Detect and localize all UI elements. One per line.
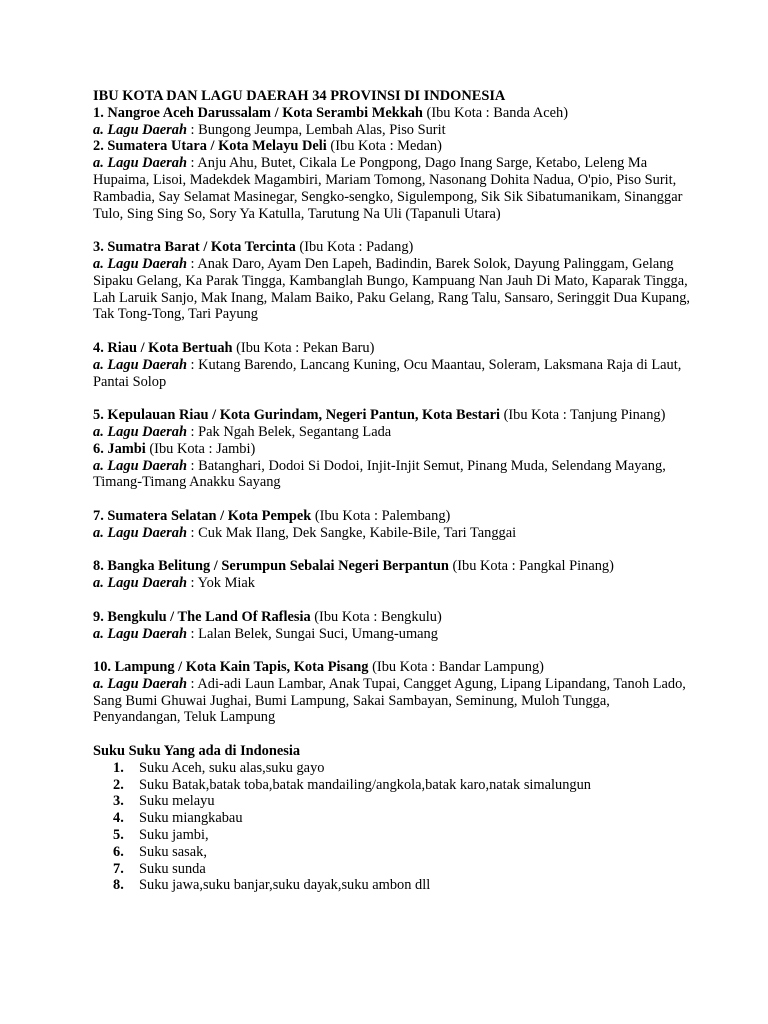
province-heading: [93, 441, 693, 458]
song-list: Anju Ahu, Butet, Cikala Le Pongpong, Dago Inang Sarge, Ketabo, Leleng Ma Hupaima, Lisoi, Madekdek Magambiri, Mariam Tomong, Nasonang Dohita Nadua, O'pio, Piso Surit, Rambadia, Say Selamat Masinegar, Sengko-sengko, Sigulempong, Sik Sik Sibatumanikam, Sinanggar Tulo, Sing Sing So, Sory Ya Katulla, Tarutung Na Uli (Tapanuli Utara): [93, 155, 683, 222]
province-heading: [93, 105, 693, 122]
province-name: 9. Bengkulu / The Land Of Raflesia: [93, 608, 311, 625]
lagu-daerah-label: a. Lagu Daerah: [93, 121, 187, 138]
song-list: Batanghari, Dodoi Si Dodoi, Injit-Injit Semut, Pinang Muda, Selendang Mayang, Timang-Timang Anakku Sayang: [93, 457, 666, 491]
list-number: 5.: [113, 827, 124, 844]
province-name: 8. Bangka Belitung / Serumpun Sebalai Negeri Berpantun: [93, 558, 449, 575]
page-title: IBU KOTA DAN LAGU DAERAH 34 PROVINSI DI INDONESIA: [93, 88, 506, 104]
province-name: 10. Lampung / Kota Kain Tapis, Kota Pisang: [93, 659, 369, 676]
document-page: [93, 88, 693, 894]
province-heading: [93, 138, 693, 155]
province-heading: [93, 407, 693, 424]
list-number: 4.: [113, 810, 124, 827]
list-item: [93, 810, 693, 827]
province-capital: (Ibu Kota : Medan): [330, 138, 442, 155]
list-number: 8.: [113, 877, 124, 894]
province-heading: [93, 609, 693, 626]
lagu-daerah-label: a. Lagu Daerah: [93, 524, 187, 541]
province-capital: (Ibu Kota : Pangkal Pinang): [452, 558, 614, 575]
province-songs: a. Lagu Daerah : Yok Miak: [93, 575, 255, 592]
province-capital: (Ibu Kota : Bengkulu): [314, 608, 442, 625]
province-songs: a. Lagu Daerah : Batanghari, Dodoi Si Dodoi, Injit-Injit Semut, Pinang Muda, Selendang Mayang, Timang-Timang Anakku Sayang: [93, 457, 666, 491]
province-capital: (Ibu Kota : Bandar Lampung): [372, 659, 544, 676]
list-text: Suku miangkabau: [139, 810, 243, 827]
list-text: Suku Aceh, suku alas,suku gayo: [139, 759, 325, 776]
song-list: Anak Daro, Ayam Den Lapeh, Badindin, Barek Solok, Dayung Palinggam, Gelang Sipaku Gelang, Ka Parak Tingga, Kambanglah Bungo, Kampuang Nan Jauh Di Mato, Kaparak Tingga, Lah Laruik Sanjo, Mak Inang, Malam Baiko, Paku Gelang, Rang Talu, Sansaro, Seringgit Dua Kupang, Tak Tong-Tong, Tari Payung: [93, 255, 691, 323]
province-name: 5. Kepulauan Riau / Kota Gurindam, Negeri Pantun, Kota Bestari: [93, 407, 500, 424]
list-text: Suku Batak,batak toba,batak mandailing/angkola,batak karo,natak simalungun: [139, 776, 591, 793]
province-heading: [93, 558, 693, 575]
province-name: 3. Sumatra Barat / Kota Tercinta: [93, 239, 296, 256]
list-item: [93, 777, 693, 794]
list-item: [93, 827, 693, 844]
province-heading: [93, 508, 693, 525]
province-songs: a. Lagu Daerah : Kutang Barendo, Lancang Kuning, Ocu Maantau, Soleram, Laksmana Raja di Laut, Pantai Solop: [93, 356, 682, 390]
province-capital: (Ibu Kota : Banda Aceh): [426, 104, 568, 121]
list-number: 1.: [113, 759, 124, 776]
list-number: 2.: [113, 776, 124, 793]
song-list: Bungong Jeumpa, Lembah Alas, Piso Surit: [198, 121, 446, 138]
list-number: 7.: [113, 860, 124, 877]
song-list: Adi-adi Laun Lambar, Anak Tupai, Cangget Agung, Lipang Lipandang, Tanoh Lado, Sang Bumi Ghuwai Jughai, Bumi Lampung, Sakai Sambayan, Seminung, Muloh Tungga, Penyandangan, Teluk Lampung: [93, 675, 686, 726]
song-list: Kutang Barendo, Lancang Kuning, Ocu Maantau, Soleram, Laksmana Raja di Laut, Pantai Solop: [93, 356, 682, 390]
song-list: Yok Miak: [197, 575, 255, 592]
province-name: 1. Nangroe Aceh Darussalam / Kota Serambi Mekkah: [93, 104, 423, 121]
list-item: [93, 760, 693, 777]
lagu-daerah-label: a. Lagu Daerah: [93, 255, 187, 272]
province-songs: a. Lagu Daerah : Cuk Mak Ilang, Dek Sangke, Kabile-Bile, Tari Tanggai: [93, 524, 517, 541]
province-name: 4. Riau / Kota Bertuah: [93, 339, 233, 356]
province-capital: (Ibu Kota : Padang): [299, 239, 414, 256]
province-capital: (Ibu Kota : Tanjung Pinang): [503, 407, 666, 424]
list-item: [93, 793, 693, 810]
lagu-daerah-label: a. Lagu Daerah: [93, 575, 187, 592]
province-name: 6. Jambi: [93, 440, 146, 457]
province-capital: (Ibu Kota : Pekan Baru): [236, 339, 375, 356]
province-songs: a. Lagu Daerah : Pak Ngah Belek, Segantang Lada: [93, 423, 392, 440]
list-item: [93, 877, 693, 894]
list-text: Suku sunda: [139, 860, 206, 877]
list-number: 6.: [113, 843, 124, 860]
list-number: 3.: [113, 793, 124, 810]
song-list: Cuk Mak Ilang, Dek Sangke, Kabile-Bile, Tari Tanggai: [198, 524, 517, 541]
lagu-daerah-label: a. Lagu Daerah: [93, 675, 187, 692]
list-text: Suku sasak,: [139, 843, 207, 860]
song-list: Pak Ngah Belek, Segantang Lada: [198, 423, 392, 440]
province-name: 7. Sumatera Selatan / Kota Pempek: [93, 507, 312, 524]
lagu-daerah-label: a. Lagu Daerah: [93, 457, 187, 474]
list-text: Suku jambi,: [139, 827, 209, 844]
suku-section-title: Suku Suku Yang ada di Indonesia: [93, 743, 301, 760]
province-songs: a. Lagu Daerah : Anak Daro, Ayam Den Lapeh, Badindin, Barek Solok, Dayung Palinggam, Gelang Sipaku Gelang, Ka Parak Tingga, Kambanglah Bungo, Kampuang Nan Jauh Di Mato, Kaparak Tingga, Lah Laruik Sanjo, Mak Inang, Malam Baiko, Paku Gelang, Rang Talu, Sansaro, Seringgit Dua Kupang, Tak Tong-Tong, Tari Payung: [93, 255, 691, 323]
list-item: [93, 844, 693, 861]
lagu-daerah-label: a. Lagu Daerah: [93, 423, 187, 440]
province-heading: [93, 340, 693, 357]
province-capital: (Ibu Kota : Palembang): [314, 507, 451, 524]
lagu-daerah-label: a. Lagu Daerah: [93, 356, 187, 373]
lagu-daerah-label: a. Lagu Daerah: [93, 625, 187, 642]
province-name: 2. Sumatera Utara / Kota Melayu Deli: [93, 138, 327, 155]
lagu-daerah-label: a. Lagu Daerah: [93, 155, 187, 172]
province-songs: a. Lagu Daerah : Bungong Jeumpa, Lembah Alas, Piso Surit: [93, 121, 446, 138]
list-text: Suku melayu: [139, 793, 215, 810]
province-capital: (Ibu Kota : Jambi): [149, 440, 256, 457]
province-songs: a. Lagu Daerah : Adi-adi Laun Lambar, Anak Tupai, Cangget Agung, Lipang Lipandang, Tanoh Lado, Sang Bumi Ghuwai Jughai, Bumi Lampung, Sakai Sambayan, Seminung, Muloh Tungga, Penyandangan, Teluk Lampung: [93, 675, 686, 726]
song-list: Lalan Belek, Sungai Suci, Umang-umang: [198, 625, 438, 642]
list-item: [93, 861, 693, 878]
province-songs: a. Lagu Daerah : Anju Ahu, Butet, Cikala Le Pongpong, Dago Inang Sarge, Ketabo, Leleng Ma Hupaima, Lisoi, Madekdek Magambiri, Mariam Tomong, Nasonang Dohita Nadua, O'pio, Piso Surit, Rambadia, Say Selamat Masinegar, Sengko-sengko, Sigulempong, Sik Sik Sibatumanikam, Sinanggar Tulo, Sing Sing So, Sory Ya Katulla, Tarutung Na Uli (Tapanuli Utara): [93, 155, 683, 222]
suku-list: [93, 760, 693, 894]
province-heading: [93, 239, 693, 256]
province-heading: [93, 659, 693, 676]
province-songs: a. Lagu Daerah : Lalan Belek, Sungai Suci, Umang-umang: [93, 625, 438, 642]
list-text: Suku jawa,suku banjar,suku dayak,suku ambon dll: [139, 877, 431, 894]
